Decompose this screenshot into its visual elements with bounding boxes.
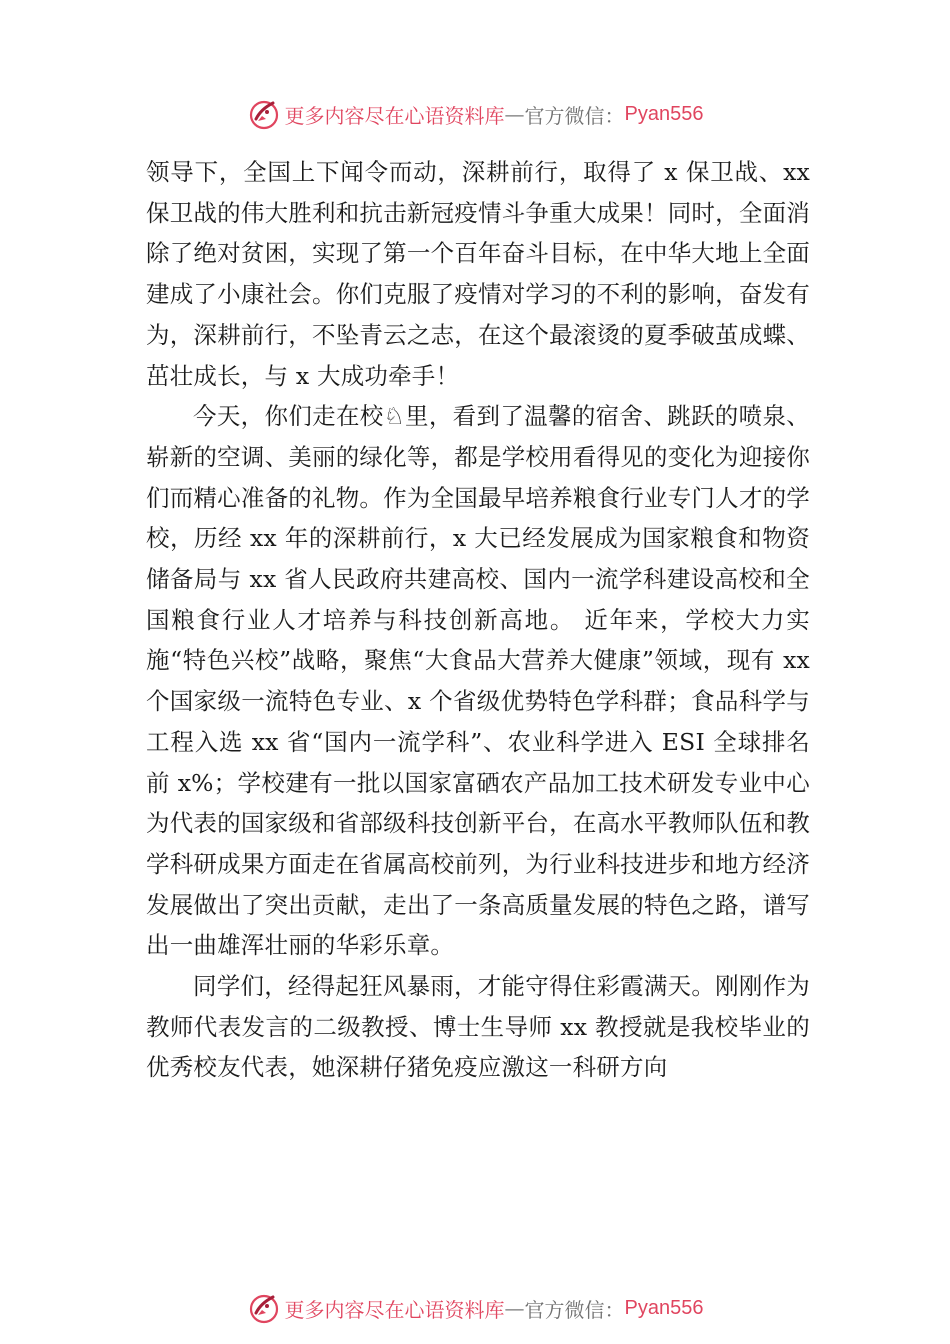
banner-wechat-id: Pyan556 bbox=[624, 1296, 704, 1319]
pen-logo-icon bbox=[247, 97, 281, 131]
banner-separator: — bbox=[504, 1296, 525, 1320]
header-banner bbox=[0, 94, 950, 134]
banner-separator: — bbox=[504, 102, 525, 126]
paragraph-1: 领导下，全国上下闻令而动，深耕前行，取得了 x 保卫战、xx 保卫战的伟大胜利和抗击新冠疫情斗争重大成果！同时，全面消除了绝对贫困，实现了第一个百年奋斗目标，在中华大地上全面建成了小康社会。你们克服了疫情对学习的不利的影响，奋发有为，深耕前行，不坠青云之志，在这个最滚烫的夏季破茧成蝶、茁壮成长，与 x 大成功牵手！ bbox=[146, 158, 810, 390]
paragraph-2: 今天，你们走在校♘里，看到了温馨的宿舍、跳跃的喷泉、崭新的空调、美丽的绿化等，都是学校用看得见的变化为迎接你们而精心准备的礼物。作为全国最早培养粮食行业专门人才的学校，历经 xx 年的深耕前行，x 大已经发展成为国家粮食和物资储备局与 xx 省人民政府共建高校、国内一流学科建设高校和全国粮食行业人才培养与科技创新高地。 近年来，学校大力实施“特色兴校”战略，聚焦“大食品大营养大健康”领域，现有 xx 个国家级一流特色专业、x 个省级优势特色学科群；食品科学与工程入选 xx 省“国内一流学科”、农业科学进入 ESI 全球排名前 x%；学校建有一批以国家富硒农产品加工技术研发专业中心为代表的国家级和省部级科技创新平台，在高水平教师队伍和教学科研成果方面走在省属高校前列，为行业科技进步和地方经济发展做出了突出贡献，走出了一条高质量发展的特色之路，谱写出一曲雄浑壮丽的华彩乐章。 bbox=[146, 402, 810, 960]
document-body bbox=[146, 152, 810, 1088]
banner-wechat-id: Pyan556 bbox=[624, 102, 704, 125]
banner-wechat-label: 官方微信： bbox=[524, 1297, 625, 1322]
banner-brand-text: 更多内容尽在心语资料库 bbox=[284, 1297, 505, 1322]
pen-logo-icon bbox=[247, 1291, 281, 1325]
footer-banner bbox=[0, 1288, 950, 1328]
paragraph-3: 同学们，经得起狂风暴雨，才能守得住彩霞满天。刚刚作为教师代表发言的二级教授、博士生导师 xx 教授就是我校毕业的优秀校友代表，她深耕仔猪免疫应激这一科研方向 bbox=[146, 972, 810, 1082]
banner-brand-text: 更多内容尽在心语资料库 bbox=[284, 103, 505, 128]
banner-wechat-label: 官方微信： bbox=[524, 103, 625, 128]
